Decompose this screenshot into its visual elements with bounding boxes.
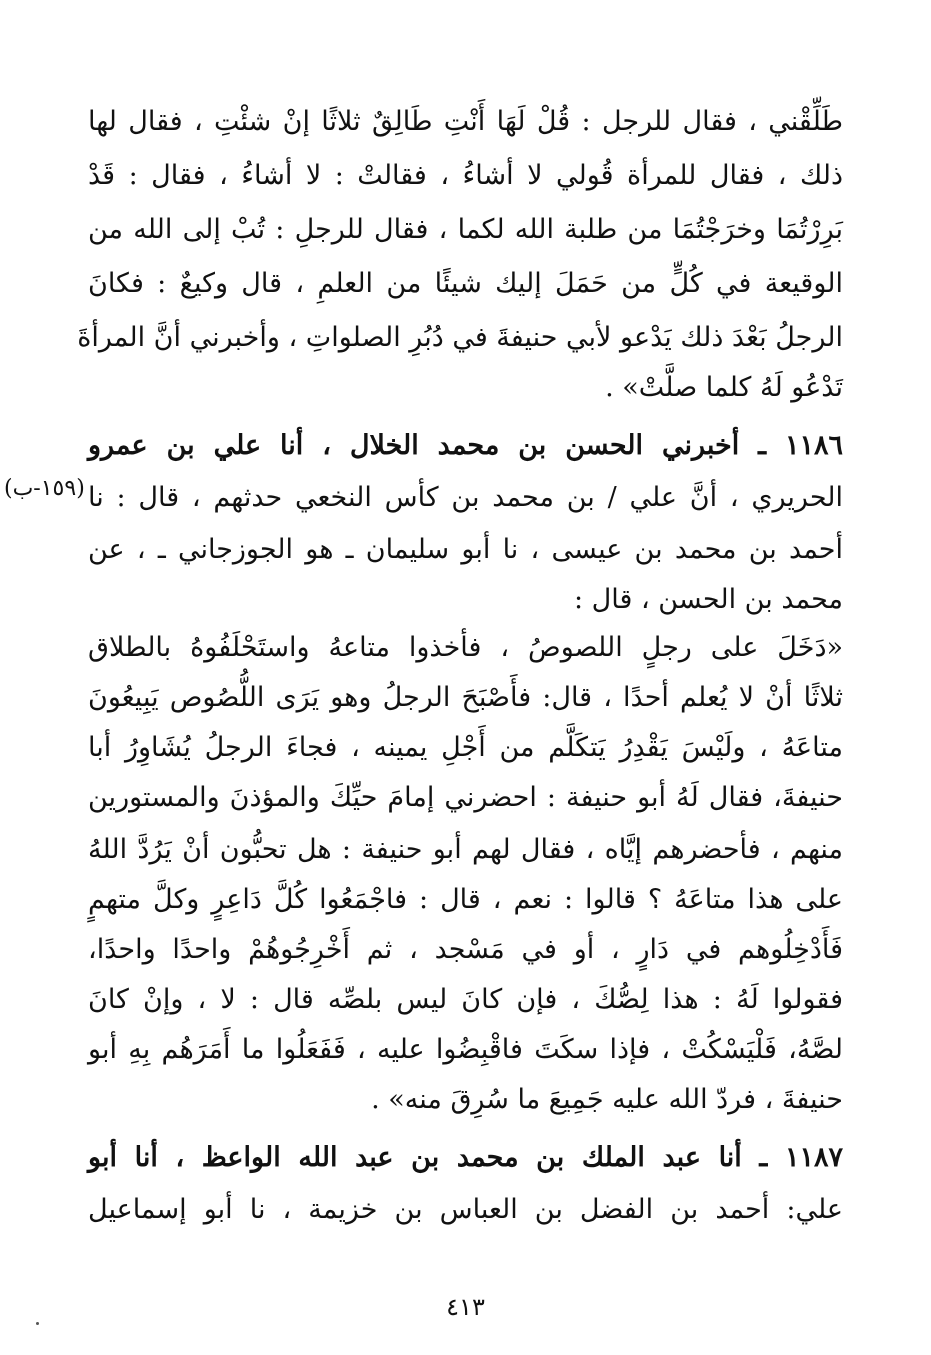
text-line: حنيفةَ، فقال لَهُ أبو حنيفة : احضرني إمامَ حيِّكَ والمؤذنَ والمستورين	[88, 782, 843, 813]
text-line: علي: أحمد بن الفضل بن العباس بن خزيمة ، نا أبو إسماعيل	[88, 1194, 843, 1225]
text-line: طَلِّقْني ، فقال للرجل : قُلْ لَهَا أَنْتِ طَالِقٌ ثلاثًا إنْ شئْتِ ، فقال لها	[88, 106, 843, 137]
scan-speck	[36, 1322, 39, 1325]
text-line: الحريري ، أنَّ علي / بن محمد بن كأس النخعي حدثهم ، قال : نا	[88, 482, 843, 513]
text-line: منهم ، فأحضرهم إيَّاه ، فقال لهم أبو حنيفة : هل تحبُّون أنْ يَرُدَّ اللهُ	[88, 834, 843, 865]
text-line: بَرِرْتُمَا وخرَجْتُمَا من طلبة الله لكما ، فقال للرجلِ : تُبْ إلى الله من	[88, 214, 843, 245]
text-line: لصَّهُ، فَلْيَسْكُتْ ، فإذا سكَتَ فاقْبِضُوا عليه ، فَفَعَلُوا ما أَمَرَهُم بِهِ أبو	[88, 1034, 843, 1065]
page-number: ٤١٣	[446, 1293, 485, 1321]
text-line: محمد بن الحسن ، قال :	[573, 584, 843, 615]
text-line: حنيفةَ ، فردّ الله عليه جَمِيعَ ما سُرِقَ منه» .	[371, 1084, 843, 1115]
hadith-1186-line: ١١٨٦ ـ أخبرني الحسن بن محمد الخلال ، أنا علي بن عمرو	[88, 430, 843, 461]
text-line: تَدْعُو لَهُ كلما صلَّتْ» .	[605, 372, 843, 403]
text-line: ثلاثًا أنْ لا يُعلم أحدًا ، قال: فأَصْبَحَ الرجلُ وهو يَرَى اللُّصُوص يَبِيعُونَ	[88, 682, 843, 713]
hadith-1187-line: ١١٨٧ ـ أنا عبد الملك بن محمد بن عبد الله الواعظ ، أنا أبو	[88, 1142, 843, 1173]
text-line: متاعَهُ ، ولَيْسَ يَقْدِرُ يَتكَلَّم من أَجْلِ يمينه ، فجاءَ الرجلُ يُشَاوِرُ أبا	[88, 732, 843, 763]
text-line: الوقيعة في كُلٍّ من حَمَلَ إليك شيئًا من العلمِ ، قال وكيعٌ : فكانَ	[88, 268, 843, 299]
text-line: «دَخَلَ على رجلٍ اللصوصُ ، فأخذوا متاعهُ واستَحْلَفُوهُ بالطلاق	[88, 632, 843, 663]
text-line: فَأَدْخِلُوهم في دَارٍ ، أو في مَسْجد ، ثم أَخْرِجُوهُمْ واحدًا واحدًا،	[88, 934, 843, 965]
text-line: فقولوا لَهُ : هذا لِصُّكَ ، فإن كانَ ليس بلصِّه قال : لا ، وإنْ كانَ	[88, 984, 843, 1015]
text-line: أحمد بن محمد بن عيسى ، نا أبو سليمان ـ هو الجوزجاني ـ ، عن	[88, 534, 843, 565]
text-line: على هذا متاعَهُ ؟ قالوا : نعم ، قال : فاجْمَعُوا كُلَّ دَاعِرٍ وكلَّ متهمٍ	[88, 884, 843, 915]
text-line: ذلك ، فقال للمرأة قُولي لا أشاءُ ، فقالتْ : لا أشاءُ ، فقال : قَدْ	[88, 160, 843, 191]
text-line: الرجلُ بَعْدَ ذلك يَدْعو لأبي حنيفةَ في دُبُرِ الصلواتِ ، وأخبرني أنَّ المرأةَ	[77, 322, 843, 353]
margin-folio-note: (١٥٩-ب)	[4, 476, 85, 501]
